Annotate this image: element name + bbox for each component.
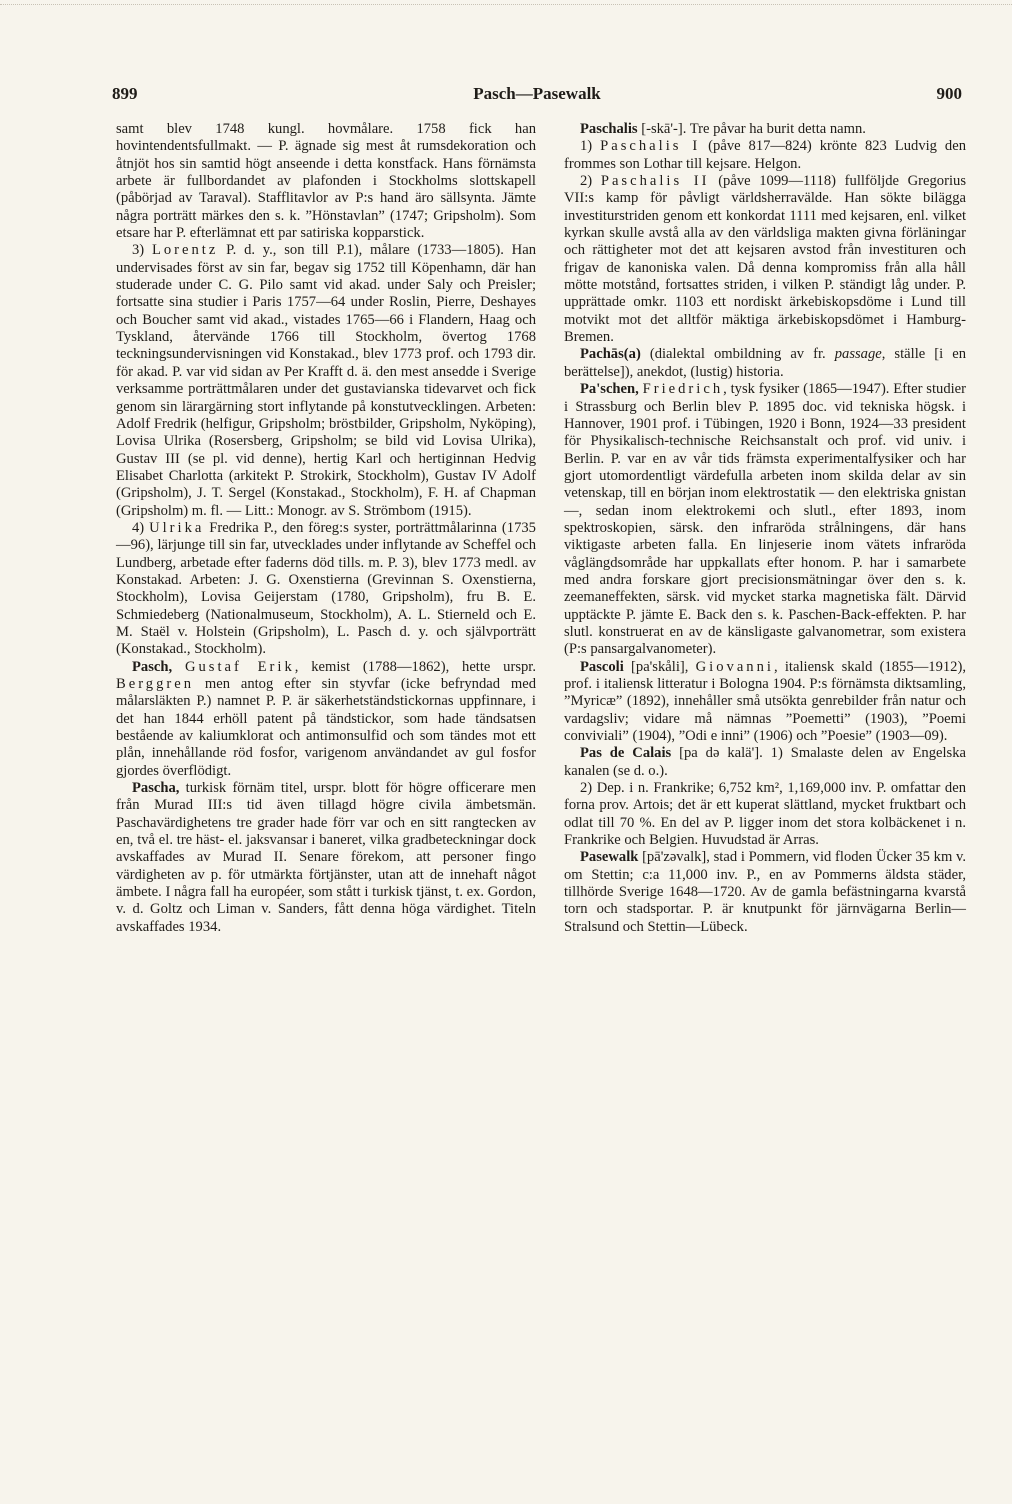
headword: Pascoli <box>580 658 624 675</box>
entry-text: , ställe [i en berättelse]), anekdot, (lustig) historia. <box>564 346 966 380</box>
entry-text: , tysk fysiker (1865—1947). Efter studier i Strassburg och Berlin blev P. 1895 doc. vid tekniska högsk. i Hannover, 1901 prof. i Tübingen, 1920 i Bonn, 1924—33 president för Physikalisch-technische Reichsanstalt och prof. vid univ. i Berlin. P. var en av vår tids främsta experimentalfysiker och har gjort utomordentligt värdefulla arbeten inom skilda delar av sin vetenskap, till en början inom elektrostatik — den elektriska gnistan —, sedan inom elektrokemi och slutl., efter 1893, inom spektroskopien, särsk. den infraröda strålningens, där hans viktigaste arbeten falla. En linjeserie inom vätets infraröda våglängdsområde har uppkallats efter honom. P. har i samarbete med andra forskare gjort precisionsmätningar över den s. k. zeemaneffekten, särsk. vid mycket starka magnetiska fält. Därvid upptäckte P. jämte E. Back den s. k. Paschen-Back-effekten. P. har slutl. konstruerat en av de känsligaste galvanometrar, som existera (P:s pansargalvanometer). <box>564 381 967 658</box>
entry-text: (påve 817—824) krönte 823 Ludvig den frommes son Lothar till kejsare. Helgon. <box>564 138 966 172</box>
page-number-right: 900 <box>936 84 962 103</box>
entry-text: Fredrika P., den föreg:s syster, porträttmålarinna (1735—96), lärjunge till sin far, utvecklades under inflytande av Scheffel och Lundberg, arbetade efter faderns död tills. m. P. 3), blev 1773 medl. av Konstakad. Arbeten: J. G. Oxenstierna (Grevinnan S. Oxenstierna, Stockholm), Lovisa Geijerstam (1780, Gripsholm), fru B. E. Schmiedeberg (Nationalmuseum, Stockholm), A. L. Stierneld och E. M. Staël v. Holstein (Gripsholm), L. Pasch d. y. och självporträtt (Konstakad., Stockholm). <box>116 519 536 658</box>
entry-text: [pa'skåli], <box>623 658 696 675</box>
entry-name: Ulrika <box>149 519 205 536</box>
page-number-left: 899 <box>112 84 138 103</box>
page-edge-rule <box>0 4 1012 6</box>
headword: Pa'schen, <box>580 381 639 398</box>
entry-name: Berggren <box>116 676 195 692</box>
entry-name: Friedrich <box>642 381 724 398</box>
entry-text: turkisk förnäm titel, urspr. blott för högre officerare men från Murad III:s tid även tillagd högre civila ämbetsmän. Paschavärdighetens tre grader hade förr var och en sitt rangtecken av en, två el. tre häst- el. jaksvansar i baneret, vilka gradbeteckningar dock avskaffades av Murad II. Senare förekom, att personer fingo värdigheten av p. för utmärkta förtjänster, utan att de innehaft något ämbete. I några fall ha européer, som stått i turkisk tjänst, t. ex. Gordon, v. d. Goltz och Liman v. Sanders, fått denna höga värdighet. Titeln avskaffades 1934. <box>116 780 536 935</box>
entry-name: Giovanni <box>695 658 774 675</box>
headword: Pas de Calais <box>580 745 672 762</box>
entry-lorentz-pasch <box>116 242 536 520</box>
entry-text: (dialektal ombildning av fr. <box>640 346 835 363</box>
entry-name: Paschalis I <box>600 138 701 155</box>
entry-name: Lorentz <box>151 242 219 259</box>
entry-text: [-skā'-]. Tre påvar ha burit detta namn. <box>637 121 866 137</box>
entry-pas-de-calais <box>564 745 966 780</box>
entry-text: men antog efter sin styvfar (icke befryndad med målarsläkten P.) namnet P. P. är säkerhetständstickornas uppfinnare, i det han 1844 erhöll patent på tändstickor, som hade tändsatsen bestående av kaliumklorat och antimonsulfid och som tändes mot ett plån, innehållande röd fosfor, varigenom användandet av gul fosfor gjordes överflödigt. <box>116 676 536 779</box>
entry-ulrika-pasch <box>116 520 536 659</box>
entry-text: , italiensk skald (1855—1912), prof. i italiensk litteratur i Bologna 1904. P:s förnämsta diktsamling, ”Myricæ” (1892), innehåller små utsökta genrebilder från natur och vardagsliv; vidare må nämnas ”Poemetti” (1903), ”Poemi conviviali” (1904), ”Odi e inni” (1906) och ”Poesie” (1903—09). <box>564 658 966 745</box>
entry-name: Gustaf Erik <box>184 658 295 675</box>
left-column <box>116 121 536 936</box>
entry-number: 3) <box>132 242 152 259</box>
entry-pascoli <box>564 659 966 746</box>
headword: Paschalis <box>580 121 638 137</box>
headword: Pasewalk <box>580 849 639 866</box>
page-header <box>112 84 962 114</box>
entry-number: 1) <box>580 138 601 155</box>
entry-paschalis-ii <box>564 173 966 346</box>
entry-pascha <box>116 780 536 936</box>
headword: Pasch, <box>132 658 173 675</box>
entry-text: P. d. y., son till P.1), målare (1733—1805). Han undervisades först av sin far, begav sig 1752 till Köpenhamn, där han studerade under C. G. Pilo samt vid akad. under Saly och Preisler; fortsatte sina studier i Paris 1757—64 under Roslin, Pierre, Deshayes och Boucher samt vid akad., vistades 1765—66 i Flandern, Haag och Tyskland, återvände 1766 till Stockholm, övertog 1768 teckningsundervisningen vid Konstakad., blev 1773 prof. och 1793 dir. för akad. P. var vid sidan av Per Krafft d. ä. den mest ansedde i Sverige verksamme porträttmålaren under det gustavianska tidevarvet och fick genom sin lärargärning stort inflytande på konstutvecklingen. Arbeten: Adolf Fredrik (helfigur, Gripsholm; bröstbilder, Gripsholm, Nyköping), Lovisa Ulrika (Rosersberg, Gripsholm; se bild vid Lovisa Ulrika), Gustav III (se pl. vid denne), hertig Karl och hertiginnan Hedvig Elisabet Charlotta (arkitekt P. Strokirk, Stockholm), Gustav IV Adolf (Gripsholm), J. T. Sergel (Konstakad., Stockholm), F. H. af Chapman (Gripsholm) m. fl. — Litt.: Monogr. av S. Strömbom (1915). <box>116 242 536 519</box>
paragraph-pasch-continued: samt blev 1748 kungl. hovmålare. 1758 fick han hovintendentsfullmakt. — P. ägnade sig mest åt rumsdekoration och åtnjöt hos sin samtid högt anseende i detta konstfack. Hans förnämsta arbete är fullbordandet av plafonden i Stockholms slottskapell (påbörjad av Taraval). Stafflitavlor av P:s hand äro sällsynta. Jämte några porträtt märkes den s. k. ”Hönstavlan” (1747; Gripsholm). Som etsare har P. efterlämnat ett par satiriska kopparstick. <box>116 121 536 242</box>
entry-pachas <box>564 346 966 381</box>
entry-pas-de-calais-dep: 2) Dep. i n. Frankrike; 6,752 km², 1,169,000 inv. P. omfattar den forna prov. Artois; det är ett kuperat slättland, mycket fruktbart och odlat till 70 %. En del av P. ligger inom det stora kolbäckenet i n. Frankrike och Belgien. Huvudstad är Arras. <box>564 780 966 849</box>
entry-text: , kemist (1788—1862), hette urspr. <box>294 658 536 675</box>
entry-text: (påve 1099—1118) fullföljde Gregorius VII:s kamp för påvligt världsherravälde. Han sökte bilägga investiturstriden genom ett konkordat 1111 med kejsaren, enl. vilket kyrkan skulle avstå alla av den världsliga makten givna förläningar och rättigheter mot det att kejsaren avstod från investituren och frigav de kanoniska valen. Då denna kompromiss från alla håll mötte motstånd, fortsattes striden, i vilken P. ständigt låg under. P. upprättade omkr. 1103 ett nordiskt ärkebiskopsdöme i Lund till motvikt mot det alltför mäktiga ärkebiskopsdömet i Hamburg-Bremen. <box>564 173 966 346</box>
entry-text: [pa də kalä']. 1) Smalaste delen av Engelska kanalen (se d. o.). <box>564 745 967 779</box>
page-title: Pasch—Pasewalk <box>473 84 601 103</box>
entry-italic: passage <box>834 346 882 363</box>
headword: Pascha, <box>132 780 180 797</box>
entry-pasewalk <box>564 849 966 936</box>
headword: Pachās(a) <box>580 346 641 363</box>
entry-text: [pā'zəvalk], stad i Pommern, vid floden Ücker 35 km v. om Stettin; c:a 11,000 inv. P., en av Pommerns äldsta städer, tillhörde Sverige 1648—1720. Av de gamla befästningarna kvarstå torn och stadsportar. P. är knutpunkt för järnvägarna Berlin—Stralsund och Stettin—Lübeck. <box>564 849 966 935</box>
entry-paschalis-i <box>564 138 966 173</box>
entry-gustaf-erik-pasch <box>116 659 536 780</box>
entry-name: Paschalis II <box>600 173 710 190</box>
right-column <box>564 121 966 936</box>
entry-number: 4) <box>132 519 150 536</box>
entry-paschen <box>564 381 966 659</box>
entry-paschalis <box>564 121 966 138</box>
entry-number: 2) <box>580 173 601 190</box>
